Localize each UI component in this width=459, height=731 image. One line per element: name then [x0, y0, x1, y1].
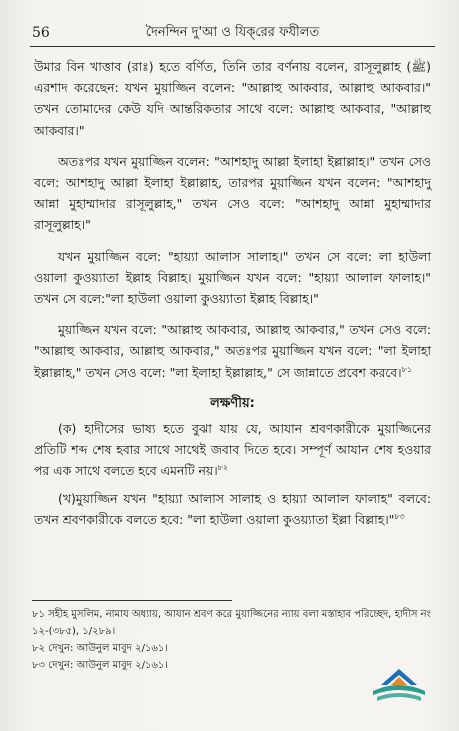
- point-ka: (ক) হাদীসের ভাষ্য হতে বুঝা যায় যে, আযান শ্রবণকারীকে মুয়াজ্জিনের প্রতিটি শব্দ শেষ হবার সাথে সাথেই জবাব দিতে হবে। সম্পূর্ণ আযান শেষ হওয়ার পর এক সাথে বলতে হবে এমনটি নয়।$^{৮২}$: [34, 421, 431, 479]
- footnote-ref-82[interactable]: ৮২: [217, 463, 229, 473]
- footnote-82: ৮২ দেখুন: আউনুল মাবুদ ২/১৬১।: [32, 643, 168, 654]
- point-kha: (খ)মুয়াজ্জিন যখন "হায়্যা আলাস সালাহ ও হায়্যা আলাল ফালাহ" বলবে: তখন শ্রবণকারীকে বলতে হবে: "লা হাউলা ওয়ালা কুওয়্যাতা ইল্লা বিল্লাহ।"$^{৮৩}$: [34, 490, 431, 527]
- footnote-83: ৮৩ দেখুন: আউনুল মাবুদ ২/১৬১।: [32, 660, 168, 671]
- paragraph-1: উমার বিন খাত্তাব (রাঃ) হতে বর্ণিত, তিনি তার বর্ণনায় বলেন, রাসূলুল্লাহ (ﷺ) এরশাদ করেছেন: যখন মুয়াজ্জিন বলেন: "আল্লাহু আকবার, আল্লাহু আকবার।" তখন তোমাদের কেউ যদি আন্তরিকতার সাথে বলে: আল্লাহু আকবার, "আল্লাহু আকবার।": [34, 59, 431, 138]
- running-title: দৈনন্দিন দু'আ ও যিক্‌রের ফযীলত: [145, 25, 320, 40]
- section-heading: লক্ষণীয়:: [210, 395, 255, 411]
- page-number: 56: [32, 25, 50, 41]
- publisher-logo-icon: [367, 665, 431, 709]
- paragraph-2: অতঃপর যখন মুয়াজ্জিন বলেন: "আশহাদু আল্লা ইলাহা ইল্লাল্লাহ।" তখন সেও বলে: আশহাদু আল্লা ইলাহা ইল্লাল্লাহ, তারপর মুয়াজ্জিন যখন বলেন: "আশহাদু আন্না মুহাম্মাদার রাসূলুল্লাহ," তখন সেও বলে: "আশহাদু আন্না মুহাম্মাদার রাসূলুল্লাহ।": [34, 153, 431, 233]
- page-body: [34, 56, 431, 536]
- paragraph-4: মুয়াজ্জিন যখন বলে: "আল্লাহু আকবার, আল্লাহু আকবার," তখন সেও বলে: "আল্লাহু আকবার, আল্লাহু আকবার," অতঃপর মুয়াজ্জিন যখন বলে: "লা ইলাহা ইল্লাল্লাহ," তখন সেও বলে: "লা ইলাহা ইল্লাল্লাহ," সে জান্নাতে প্রবেশ করবে।$^{৮১}$: [34, 322, 431, 380]
- running-header: [30, 22, 435, 47]
- footnotes: [32, 606, 435, 674]
- footnote-81: ৮১ সহীহ মুসলিম, নামায অধ্যায়, আযান শ্রবণ করে মুয়াজ্জিনের ন্যায় বলা মস্তাহাব পরিচ্ছেদ, হাদীস নং ১২-(৩৮৫), ১/২৮৯।: [32, 609, 431, 637]
- footnote-divider: [32, 600, 232, 601]
- paragraph-3: যখন মুয়াজ্জিন বলে: "হায়্যা আলাস সালাহ।" তখন সে বলে: লা হাউলা ওয়ালা কুওয়্যাতা ইল্লাহ বিল্লাহ। মুয়াজ্জিন যখন বলে: "হায়্যা আলাল ফালাহ।" তখন সে বলে:"লা হাউলা ওয়ালা কুওয়্যাতা ইল্লাহ বিল্লাহ।": [34, 248, 431, 307]
- footnote-ref-81[interactable]: ৮১: [401, 364, 413, 374]
- footnote-ref-83[interactable]: ৮৩: [394, 511, 405, 521]
